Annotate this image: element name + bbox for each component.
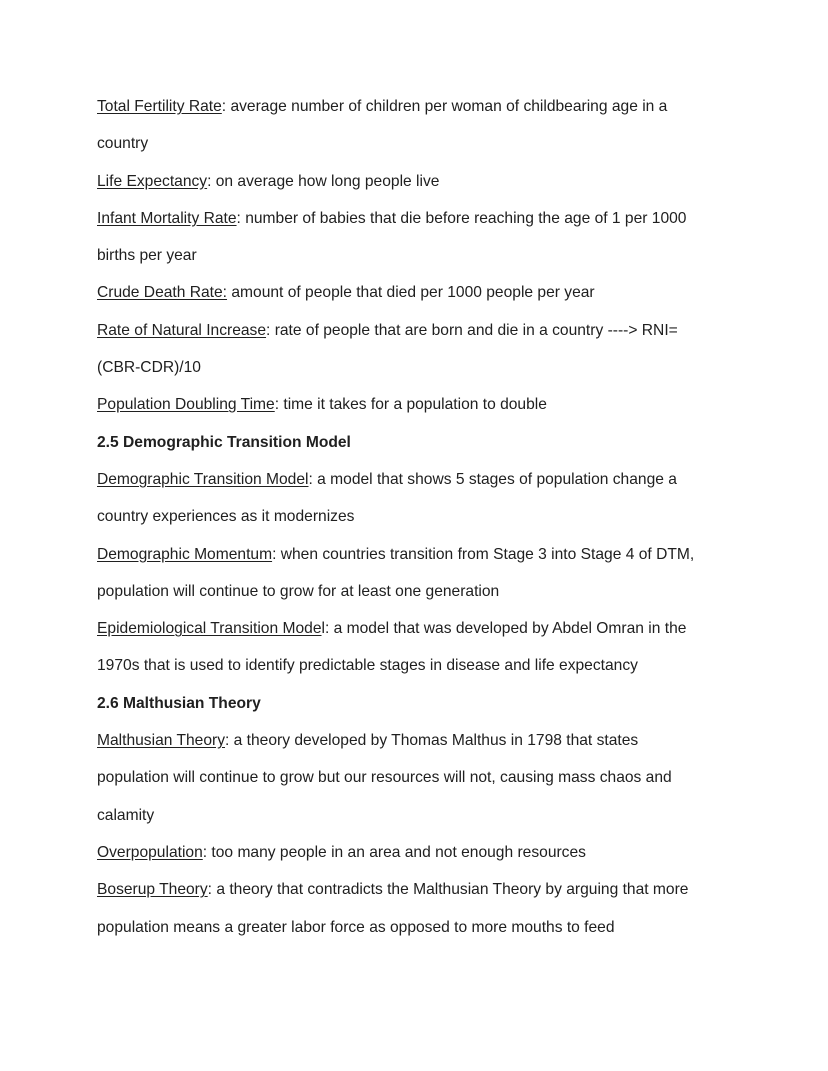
definition-line — [97, 274, 797, 311]
definition-line: population will continue to grow for at least one generation — [97, 582, 500, 600]
definition-line: 1970s that is used to identify predictable stages in disease and life expectancy — [97, 657, 638, 675]
term-life-expectancy: Life Expectancy — [97, 172, 208, 190]
definition-line — [97, 871, 797, 908]
definition-line: births per year — [97, 247, 197, 265]
definition-line: population will continue to grow but our resources will not, causing mass chaos and — [97, 769, 672, 787]
definition-text: : on average how long people live — [207, 172, 440, 190]
definition-text: : rate of people that are born and die in a country ----> RNI= — [266, 321, 678, 339]
definition-text: l: a model that was developed by Abdel Omran in the — [321, 620, 687, 638]
definition-line — [97, 834, 797, 871]
term-demographic-momentum: Demographic Momentum — [97, 545, 273, 563]
definition-text: : number of babies that die before reaching the age of 1 per 1000 — [236, 209, 687, 227]
definition-line — [97, 163, 797, 200]
definition-text: : too many people in an area and not enough resources — [202, 843, 586, 861]
definition-line — [97, 312, 797, 349]
definition-line: (CBR-CDR)/10 — [97, 359, 201, 377]
definition-line — [97, 88, 797, 125]
definition-text: : a theory that contradicts the Malthusian Theory by arguing that more — [207, 881, 689, 899]
definition-line — [97, 722, 797, 759]
definition-line: calamity — [97, 806, 155, 824]
definition-text: : time it takes for a population to double — [274, 396, 547, 414]
term-overpopulation: Overpopulation — [97, 843, 203, 861]
definition-line — [97, 200, 797, 237]
term-infant-mortality-rate: Infant Mortality Rate — [97, 209, 237, 227]
definition-text: : when countries transition from Stage 3 into Stage 4 of DTM, — [272, 545, 695, 563]
definition-text: : a theory developed by Thomas Malthus in 1798 that states — [225, 732, 639, 750]
section-heading-2-6: 2.6 Malthusian Theory — [97, 694, 261, 712]
definition-line — [97, 610, 797, 647]
definition-line: country experiences as it modernizes — [97, 508, 355, 526]
term-boserup-theory: Boserup Theory — [97, 881, 208, 899]
definition-line — [97, 386, 797, 423]
definition-line: population means a greater labor force as opposed to more mouths to feed — [97, 918, 615, 936]
definition-text: : a model that shows 5 stages of population change a — [308, 470, 677, 488]
term-population-doubling-time: Population Doubling Time — [97, 396, 275, 414]
definition-line — [97, 461, 797, 498]
term-epidemiological-transition-model: Epidemiological Transition Mode — [97, 620, 322, 638]
notes-body — [97, 88, 797, 946]
definition-text: amount of people that died per 1000 people per year — [227, 284, 595, 302]
term-total-fertility-rate: Total Fertility Rate — [97, 98, 222, 115]
term-demographic-transition-model: Demographic Transition Model — [97, 470, 309, 488]
definition-text: : average number of children per woman of childbearing age in a — [221, 98, 668, 115]
definition-line — [97, 536, 797, 573]
term-crude-death-rate: Crude Death Rate: — [97, 284, 228, 302]
definition-line: country — [97, 135, 149, 153]
term-rate-of-natural-increase: Rate of Natural Increase — [97, 321, 267, 339]
term-malthusian-theory: Malthusian Theory — [97, 732, 225, 750]
section-heading-2-5: 2.5 Demographic Transition Model — [97, 433, 351, 451]
